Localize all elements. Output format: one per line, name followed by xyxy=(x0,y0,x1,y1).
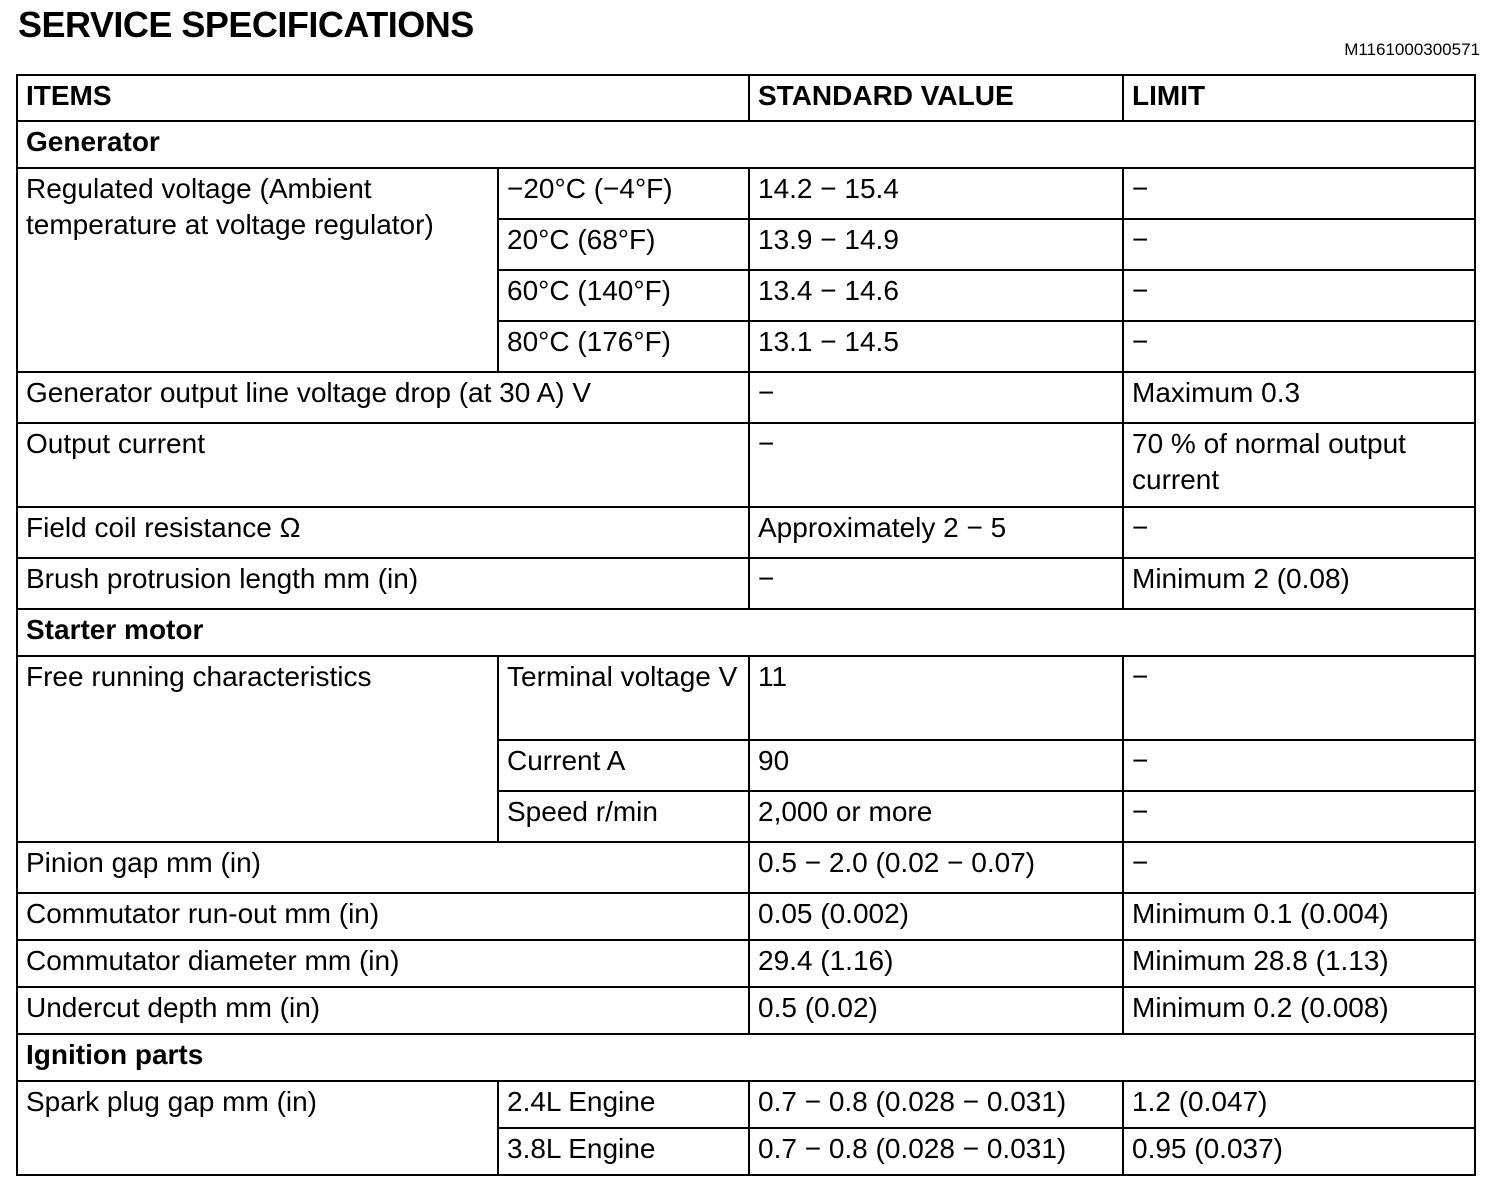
table-row xyxy=(17,987,1475,1034)
section-starter-motor: Starter motor xyxy=(17,609,1475,656)
item-cell: Field coil resistance Ω xyxy=(17,507,749,558)
limit-cell: − xyxy=(1123,321,1475,372)
section-row xyxy=(17,121,1475,168)
item-cell: Pinion gap mm (in) xyxy=(17,842,749,893)
limit-cell: − xyxy=(1123,507,1475,558)
standard-value-cell: − xyxy=(749,423,1123,507)
standard-value-cell: 0.5 − 2.0 (0.02 − 0.07) xyxy=(749,842,1123,893)
limit-cell: Maximum 0.3 xyxy=(1123,372,1475,423)
standard-value-cell: − xyxy=(749,558,1123,609)
section-generator: Generator xyxy=(17,121,1475,168)
table-header-row xyxy=(17,75,1475,121)
table-row xyxy=(17,168,1475,219)
condition-cell: 2.4L Engine xyxy=(498,1081,749,1128)
limit-cell: − xyxy=(1123,270,1475,321)
table-row xyxy=(17,656,1475,740)
condition-cell: −20°C (−4°F) xyxy=(498,168,749,219)
item-cell: Commutator run-out mm (in) xyxy=(17,893,749,940)
standard-value-cell: Approximately 2 − 5 xyxy=(749,507,1123,558)
limit-cell: − xyxy=(1123,842,1475,893)
item-regulated-voltage: Regulated voltage (Ambient temperature at voltage regulator) xyxy=(17,168,498,372)
standard-value-cell: 0.7 − 0.8 (0.028 − 0.031) xyxy=(749,1081,1123,1128)
limit-cell: 1.2 (0.047) xyxy=(1123,1081,1475,1128)
condition-cell: 20°C (68°F) xyxy=(498,219,749,270)
header-limit: LIMIT xyxy=(1123,75,1475,121)
standard-value-cell: 90 xyxy=(749,740,1123,791)
item-cell: Brush protrusion length mm (in) xyxy=(17,558,749,609)
table-row xyxy=(17,372,1475,423)
item-cell: Undercut depth mm (in) xyxy=(17,987,749,1034)
limit-cell: Minimum 2 (0.08) xyxy=(1123,558,1475,609)
standard-value-cell: 0.05 (0.002) xyxy=(749,893,1123,940)
limit-cell: − xyxy=(1123,740,1475,791)
table-row xyxy=(17,940,1475,987)
limit-cell: − xyxy=(1123,791,1475,842)
document-id: M1161000300571 xyxy=(1344,40,1480,59)
condition-cell: Terminal voltage V xyxy=(498,656,749,740)
section-ignition-parts: Ignition parts xyxy=(17,1034,1475,1081)
table-row xyxy=(17,1081,1475,1128)
table-row xyxy=(17,507,1475,558)
standard-value-cell: − xyxy=(749,372,1123,423)
header-standard-value: STANDARD VALUE xyxy=(749,75,1123,121)
standard-value-cell: 14.2 − 15.4 xyxy=(749,168,1123,219)
header-items: ITEMS xyxy=(17,75,749,121)
table-row xyxy=(17,423,1475,507)
standard-value-cell: 0.7 − 0.8 (0.028 − 0.031) xyxy=(749,1128,1123,1175)
item-cell: Commutator diameter mm (in) xyxy=(17,940,749,987)
item-free-running: Free running characteristics xyxy=(17,656,498,842)
standard-value-cell: 29.4 (1.16) xyxy=(749,940,1123,987)
limit-cell: − xyxy=(1123,219,1475,270)
item-spark-plug-gap: Spark plug gap mm (in) xyxy=(17,1081,498,1175)
table-row xyxy=(17,558,1475,609)
standard-value-cell: 11 xyxy=(749,656,1123,740)
standard-value-cell: 0.5 (0.02) xyxy=(749,987,1123,1034)
limit-cell: Minimum 0.1 (0.004) xyxy=(1123,893,1475,940)
standard-value-cell: 13.9 − 14.9 xyxy=(749,219,1123,270)
page-title: SERVICE SPECIFICATIONS xyxy=(18,4,474,45)
item-cell: Generator output line voltage drop (at 30 A) V xyxy=(17,372,749,423)
limit-cell: 0.95 (0.037) xyxy=(1123,1128,1475,1175)
service-specifications-table xyxy=(16,74,1476,1176)
standard-value-cell: 13.1 − 14.5 xyxy=(749,321,1123,372)
standard-value-cell: 13.4 − 14.6 xyxy=(749,270,1123,321)
table-row xyxy=(17,842,1475,893)
limit-cell: − xyxy=(1123,168,1475,219)
section-row xyxy=(17,609,1475,656)
limit-cell: 70 % of normal output current xyxy=(1123,423,1475,507)
condition-cell: Speed r/min xyxy=(498,791,749,842)
limit-cell: − xyxy=(1123,656,1475,740)
condition-cell: 80°C (176°F) xyxy=(498,321,749,372)
limit-cell: Minimum 0.2 (0.008) xyxy=(1123,987,1475,1034)
limit-cell: Minimum 28.8 (1.13) xyxy=(1123,940,1475,987)
condition-cell: Current A xyxy=(498,740,749,791)
standard-value-cell: 2,000 or more xyxy=(749,791,1123,842)
section-row xyxy=(17,1034,1475,1081)
item-cell: Output current xyxy=(17,423,749,507)
table-row xyxy=(17,893,1475,940)
condition-cell: 60°C (140°F) xyxy=(498,270,749,321)
condition-cell: 3.8L Engine xyxy=(498,1128,749,1175)
